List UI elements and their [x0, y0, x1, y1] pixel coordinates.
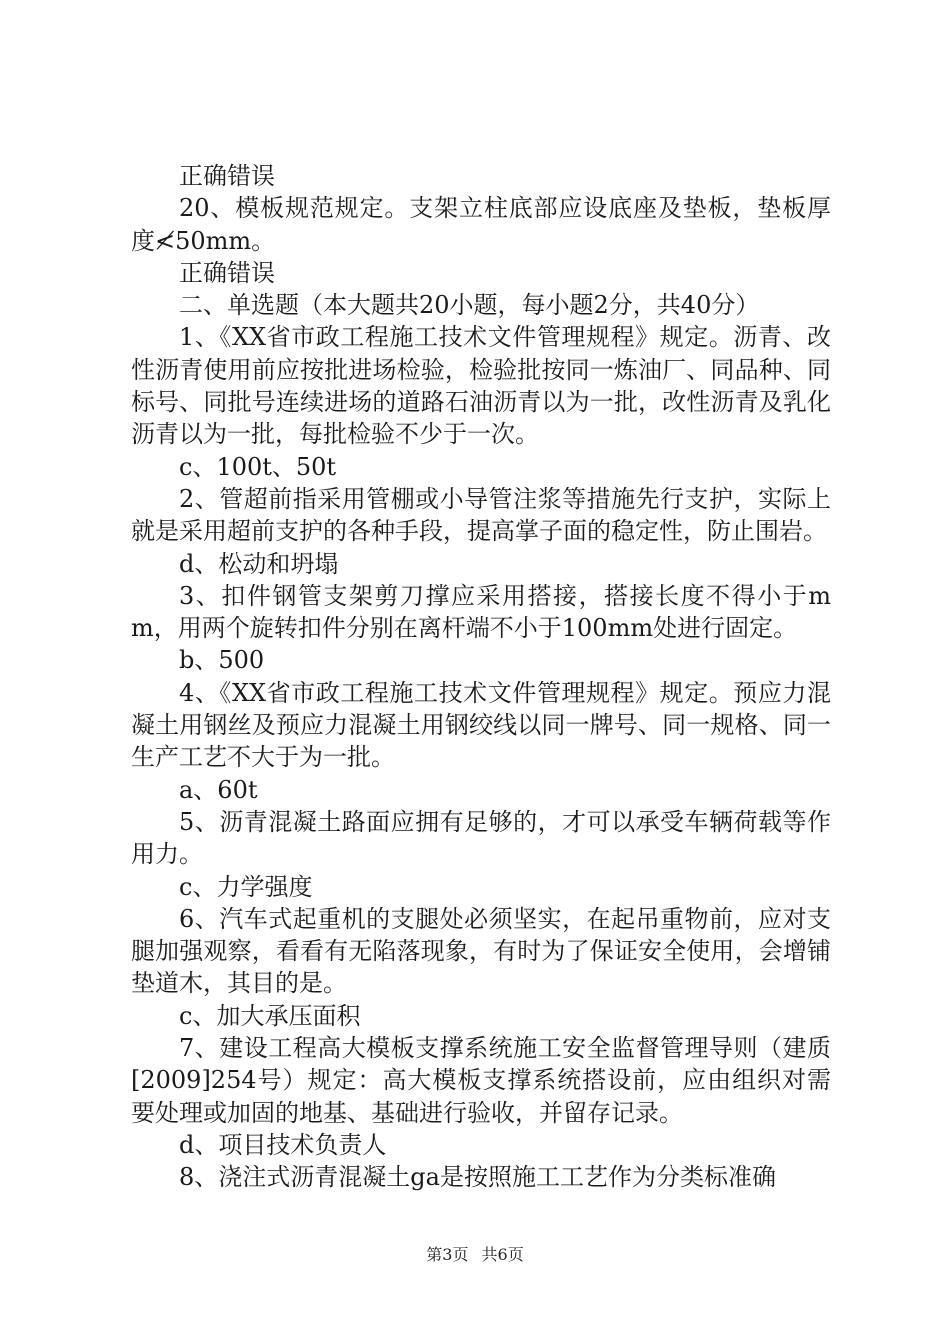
answer: c、100t、50t	[179, 452, 337, 481]
answer: d、松动和坍塌	[179, 549, 339, 578]
answer: d、项目技术负责人	[179, 1130, 387, 1159]
question: 2、管超前指采用管棚或小导管注浆等措施先行支护，实际上就是采用超前支护的各种手段，提高掌子面的稳定性，防止围岩。	[131, 484, 831, 546]
answer: c、力学强度	[179, 872, 313, 901]
answer: a、60t	[179, 775, 258, 804]
paragraph: 正确错误	[179, 162, 275, 190]
section-heading: 二、单选题（本大题共20小题，每小题2分，共40分）	[179, 291, 760, 320]
answer: b、500	[179, 646, 265, 675]
page-total: 共6页	[481, 1245, 524, 1264]
question: 4、《XX省市政工程施工技术文件管理规程》规定。预应力混凝土用钢丝及预应力混凝土用钢绞线以同一牌号、同一规格、同一生产工艺不大于为一批。	[131, 678, 831, 772]
question: 8、浇注式沥青混凝土ga是按照施工工艺作为分类标准确	[179, 1163, 776, 1192]
question: 1、《XX省市政工程施工技术文件管理规程》规定。沥青、改性沥青使用前应按批进场检验，检验批按同一炼油厂、同品种、同标号、同批号连续进场的道路石油沥青以为一批，改性沥青及乳化沥青以为一批，每批检验不少于一次。	[131, 323, 831, 449]
question: 5、沥青混凝土路面应拥有足够的，才可以承受车辆荷载等作用力。	[131, 807, 831, 869]
document-body	[131, 160, 831, 1194]
page-footer	[0, 1242, 950, 1265]
answer: c、加大承压面积	[179, 1001, 361, 1030]
question: 7、建设工程高大模板支撑系统施工安全监督管理导则（建质[2009]254号）规定：高大模板支撑系统搭设前，应由组织对需要处理或加固的地基、基础进行验收，并留存记录。	[131, 1034, 831, 1127]
question: 3、扣件钢管支架剪刀撑应采用搭接，搭接长度不得小于mm，用两个旋转扣件分别在离杆端不小于100mm处进行固定。	[131, 581, 831, 643]
paragraph: 正确错误	[179, 258, 275, 287]
paragraph: 20、模板规范规定。支架立柱底部应设底座及垫板，垫板厚度≮50mm。	[131, 194, 831, 255]
page-number: 第3页	[426, 1245, 469, 1264]
question: 6、汽车式起重机的支腿处必须坚实，在起吊重物前，应对支腿加强观察，看看有无陷落现象，有时为了保证安全使用，会增铺垫道木，其目的是。	[131, 904, 831, 998]
